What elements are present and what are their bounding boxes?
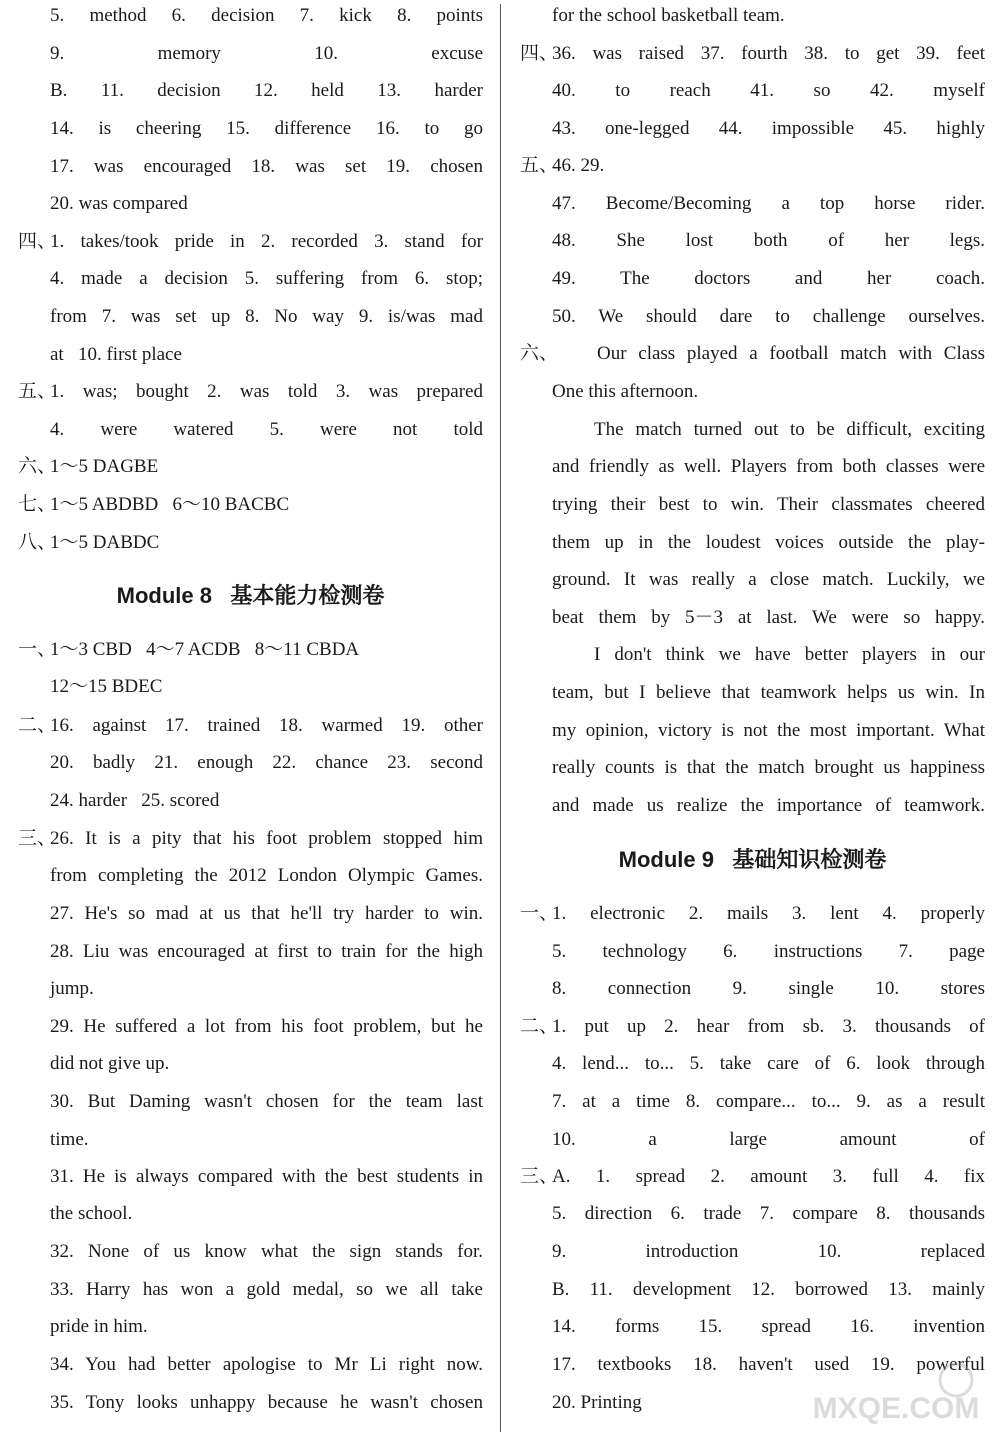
section-marker: 一、 — [520, 903, 559, 924]
line-text: 7. at a time 8. compare... to... 9. as a result — [552, 1091, 985, 1112]
answer-line — [520, 1012, 985, 1042]
answer-line — [18, 824, 483, 854]
line-text: 24. harder 25. scored — [50, 790, 220, 811]
answer-line — [520, 678, 985, 708]
line-text: 1～3 CBD 4～7 ACDB 8～11 CBDA — [50, 639, 360, 660]
answer-line — [18, 302, 483, 332]
answer-line — [18, 1012, 483, 1042]
line-text: beat them by 5－3 at last. We were so happy. — [552, 607, 985, 628]
section-marker: 三、 — [18, 828, 57, 849]
answer-line — [18, 1237, 483, 1267]
line-text: from completing the 2012 London Olympic Games. — [50, 865, 483, 886]
answer-line — [18, 377, 483, 407]
answer-line — [18, 1275, 483, 1305]
answer-line — [18, 748, 483, 778]
answer-line — [520, 899, 985, 929]
line-text: them up in the loudest voices outside the play- — [552, 532, 985, 553]
line-text: A. 1. spread 2. amount 3. full 4. fix — [552, 1166, 985, 1187]
section-marker: 四、 — [520, 43, 559, 64]
line-text: did not give up. — [50, 1053, 170, 1074]
answer-line — [520, 264, 985, 294]
line-text: for the school basketball team. — [552, 5, 785, 26]
answer-line — [520, 452, 985, 482]
watermark-logo — [806, 1360, 986, 1430]
section-marker: 四、 — [18, 231, 57, 252]
answer-line — [520, 1049, 985, 1079]
answer-line — [18, 1087, 483, 1117]
section-marker: 三、 — [520, 1166, 559, 1187]
answer-line — [18, 711, 483, 741]
answer-line — [18, 635, 483, 665]
answer-line — [520, 1237, 985, 1267]
section-marker: 七、 — [18, 494, 57, 515]
line-text: trying their best to win. Their classmates cheered — [552, 494, 985, 515]
section-heading-text: Module 8 基本能力检测卷 — [116, 583, 385, 608]
line-text: 5. method 6. decision 7. kick 8. points — [50, 5, 483, 26]
line-text: team, but I believe that teamwork helps us win. In — [552, 682, 985, 703]
answer-line — [520, 1199, 985, 1229]
line-text: 1. was; bought 2. was told 3. was prepared — [50, 381, 483, 402]
answer-line — [520, 415, 985, 445]
line-text: my opinion, victory is not the most important. What — [552, 720, 985, 741]
line-text: One this afternoon. — [552, 381, 699, 402]
line-text: jump. — [50, 978, 94, 999]
line-text: 50. We should dare to challenge ourselves. — [552, 306, 985, 327]
line-text: 4. made a decision 5. suffering from 6. stop; — [50, 268, 483, 289]
line-text: 1～5 DAGBE — [50, 456, 159, 477]
line-text: 1～5 ABDBD 6～10 BACBC — [50, 494, 290, 515]
line-text: 31. He is always compared with the best students in — [50, 1166, 483, 1187]
line-text: 14. is cheering 15. difference 16. to go — [50, 118, 483, 139]
section-marker: 六、 — [520, 343, 559, 364]
line-text: 26. It is a pity that his foot problem stopped him — [50, 828, 483, 849]
section-marker: 一、 — [18, 639, 57, 660]
answer-line — [520, 937, 985, 967]
answer-line — [18, 76, 483, 106]
line-text: 9. memory 10. excuse — [50, 43, 483, 64]
answer-line — [18, 899, 483, 929]
answer-line — [520, 226, 985, 256]
line-text: 40. to reach 41. so 42. myself — [552, 80, 985, 101]
answer-line — [520, 528, 985, 558]
answer-line — [520, 1162, 985, 1192]
section-heading-text: Module 9 基础知识检测卷 — [618, 847, 887, 872]
line-text: 17. textbooks 18. haven't used 19. powerful — [552, 1354, 985, 1375]
line-text: 48. She lost both of her legs. — [552, 230, 985, 251]
answer-line — [520, 603, 985, 633]
line-text: 46. 29. — [552, 155, 605, 176]
answer-line — [520, 565, 985, 595]
answer-line — [520, 1125, 985, 1155]
answer-line — [18, 227, 483, 257]
answer-line — [18, 1350, 483, 1380]
line-text: really counts is that the match brought us happiness — [552, 757, 985, 778]
section-marker: 五、 — [18, 381, 57, 402]
section-heading — [18, 581, 483, 611]
answer-line — [18, 189, 483, 219]
answer-line — [18, 861, 483, 891]
answer-line — [520, 1275, 985, 1305]
section-heading — [520, 845, 985, 875]
line-text: 27. He's so mad at us that he'll try harder to win. — [50, 903, 483, 924]
line-text: 10. a large amount of — [552, 1129, 985, 1150]
line-text: 8. connection 9. single 10. stores — [552, 978, 985, 999]
section-marker: 五、 — [520, 155, 559, 176]
section-marker: 二、 — [18, 715, 57, 736]
answer-line — [18, 1162, 483, 1192]
answer-line — [520, 753, 985, 783]
answer-line — [520, 302, 985, 332]
line-text: 4. lend... to... 5. take care of 6. look through — [552, 1053, 985, 1074]
line-text: 35. Tony looks unhappy because he wasn't chosen — [50, 1392, 483, 1413]
line-text: 5. technology 6. instructions 7. page — [552, 941, 985, 962]
answer-line — [18, 264, 483, 294]
answer-line — [18, 974, 483, 1004]
answer-line — [520, 339, 985, 369]
answer-line — [18, 1312, 483, 1342]
answer-line — [18, 1, 483, 31]
line-text: 17. was encouraged 18. was set 19. chosen — [50, 156, 483, 177]
line-text: 29. He suffered a lot from his foot problem, but he — [50, 1016, 483, 1037]
line-text: 32. None of us know what the sign stands for. — [50, 1241, 483, 1262]
line-text: 49. The doctors and her coach. — [552, 268, 985, 289]
answer-line — [18, 786, 483, 816]
answer-line — [18, 1049, 483, 1079]
line-text: 4. were watered 5. were not told — [50, 419, 483, 440]
line-text: B. 11. development 12. borrowed 13. mainly — [552, 1279, 985, 1300]
line-text: 36. was raised 37. fourth 38. to get 39. feet — [552, 43, 985, 64]
line-text: 33. Harry has won a gold medal, so we all take — [50, 1279, 483, 1300]
column-divider — [500, 4, 501, 1432]
answer-line — [520, 377, 985, 407]
answer-line — [18, 114, 483, 144]
answer-line — [520, 39, 985, 69]
answer-line — [18, 1125, 483, 1155]
line-text: 9. introduction 10. replaced — [552, 1241, 985, 1262]
line-text: pride in him. — [50, 1316, 148, 1337]
line-text: 30. But Daming wasn't chosen for the team last — [50, 1091, 483, 1112]
line-text: 1. put up 2. hear from sb. 3. thousands of — [552, 1016, 985, 1037]
section-marker: 六、 — [18, 456, 57, 477]
watermark-text: MXQE.COM — [812, 1392, 980, 1425]
answer-line — [520, 716, 985, 746]
line-text: I don't think we have better players in our — [594, 644, 985, 665]
line-text: Our class played a football match with Class — [597, 343, 985, 364]
section-marker: 八、 — [18, 532, 57, 553]
answer-line — [520, 189, 985, 219]
line-text: 34. You had better apologise to Mr Li right now. — [50, 1354, 483, 1375]
answer-line — [18, 490, 483, 520]
answer-line — [18, 152, 483, 182]
answer-line — [520, 791, 985, 821]
line-text: 20. badly 21. enough 22. chance 23. second — [50, 752, 483, 773]
answer-line — [18, 937, 483, 967]
answer-line — [520, 1087, 985, 1117]
line-text: 20. Printing — [552, 1392, 642, 1413]
line-text: from 7. was set up 8. No way 9. is/was mad — [50, 306, 483, 327]
line-text: 12～15 BDEC — [50, 676, 163, 697]
answer-line — [520, 640, 985, 670]
answer-line — [18, 528, 483, 558]
answer-line — [520, 490, 985, 520]
answer-line — [18, 340, 483, 370]
line-text: time. — [50, 1129, 89, 1150]
line-text: B. 11. decision 12. held 13. harder — [50, 80, 483, 101]
line-text: the school. — [50, 1203, 133, 1224]
line-text: 5. direction 6. trade 7. compare 8. thousands — [552, 1203, 985, 1224]
section-marker: 二、 — [520, 1016, 559, 1037]
answer-line — [520, 114, 985, 144]
answer-line — [18, 1388, 483, 1418]
answer-line — [18, 452, 483, 482]
line-text: 43. one-legged 44. impossible 45. highly — [552, 118, 985, 139]
line-text: 1. electronic 2. mails 3. lent 4. properly — [552, 903, 985, 924]
answer-line — [520, 76, 985, 106]
answer-line — [520, 1312, 985, 1342]
answer-line — [520, 151, 985, 181]
answer-line — [18, 415, 483, 445]
line-text: 20. was compared — [50, 193, 188, 214]
line-text: The match turned out to be difficult, exciting — [594, 419, 985, 440]
answer-line — [18, 39, 483, 69]
answer-line — [520, 974, 985, 1004]
line-text: and friendly as well. Players from both classes were — [552, 456, 985, 477]
answer-line — [520, 1, 985, 31]
line-text: 16. against 17. trained 18. warmed 19. other — [50, 715, 483, 736]
line-text: and made us realize the importance of teamwork. — [552, 795, 985, 816]
line-text: at 10. first place — [50, 344, 182, 365]
line-text: 1. takes/took pride in 2. recorded 3. stand for — [50, 231, 483, 252]
answer-line — [18, 672, 483, 702]
line-text: 28. Liu was encouraged at first to train for the high — [50, 941, 483, 962]
line-text: 14. forms 15. spread 16. invention — [552, 1316, 985, 1337]
answer-line — [18, 1199, 483, 1229]
line-text: 47. Become/Becoming a top horse rider. — [552, 193, 985, 214]
line-text: 1～5 DABDC — [50, 532, 160, 553]
line-text: ground. It was really a close match. Luckily, we — [552, 569, 985, 590]
